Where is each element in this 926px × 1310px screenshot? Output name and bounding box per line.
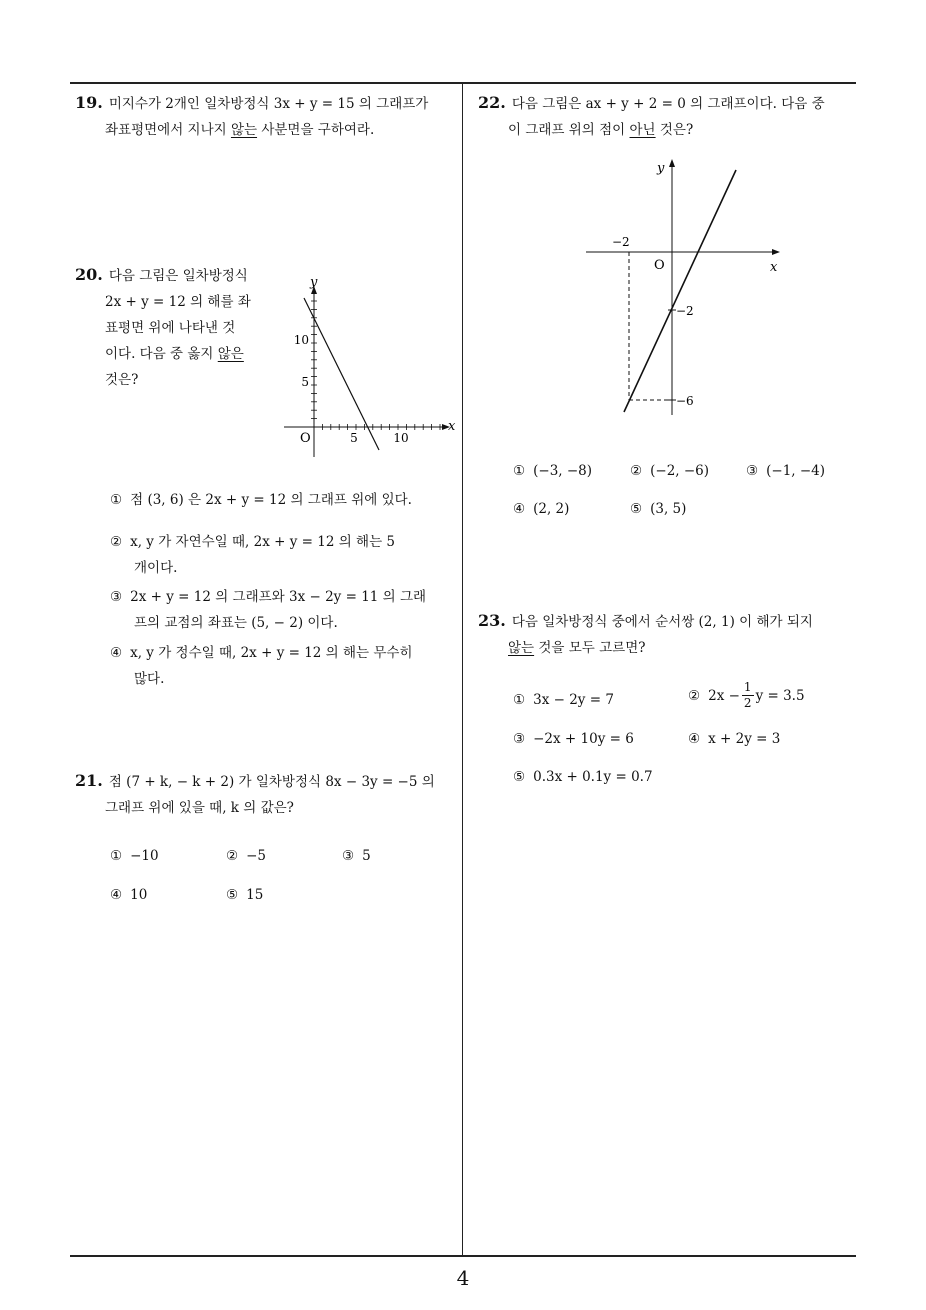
question-text: 2x + y = 12 의 해를 좌 [105, 294, 251, 310]
option-number: ② [630, 463, 643, 479]
option[interactable] [513, 690, 614, 710]
option-text: (−1, −4) [766, 463, 826, 479]
option-text: 2x − [708, 687, 740, 704]
option[interactable] [513, 499, 569, 519]
option-text: 10 [130, 887, 148, 903]
option-text: (3, 5) [650, 501, 687, 517]
question-text: 이다. 다음 중 옳지 [105, 346, 218, 362]
option[interactable] [110, 532, 395, 578]
tick-marks [311, 301, 440, 430]
fraction-numerator: 1 [743, 680, 752, 694]
question-text: 표평면 위에 나타낸 것 [105, 320, 236, 336]
bottom-rule [70, 1255, 856, 1257]
option-text: −2x + 10y = 6 [533, 731, 634, 747]
option[interactable] [513, 461, 592, 481]
option[interactable] [226, 885, 263, 905]
option-text: x + 2y = 3 [708, 731, 781, 747]
option[interactable] [688, 729, 780, 749]
option-number: ③ [513, 731, 526, 747]
option[interactable] [110, 643, 413, 689]
origin-label: O [654, 258, 665, 273]
question-text: 다음 그림은 ax + y + 2 = 0 의 그래프이다. 다음 중 [511, 96, 825, 112]
option-number: ② [226, 848, 239, 864]
option-text: 0.3x + 0.1y = 0.7 [533, 769, 653, 785]
option-number: ④ [513, 501, 526, 517]
y-tick-label: 10 [293, 333, 309, 347]
option-number: ④ [688, 731, 701, 747]
x-tick-label: 5 [350, 431, 358, 445]
fraction-denominator: 2 [743, 696, 752, 710]
question-number: 23. [478, 611, 506, 630]
y-tick-label: −6 [676, 394, 694, 408]
graph-line [624, 170, 736, 412]
origin-label: O [300, 431, 311, 446]
question-text: 것은? [105, 372, 139, 388]
option[interactable] [110, 846, 159, 866]
option-text: x, y 가 자연수일 때, 2x + y = 12 의 해는 5 [130, 534, 396, 550]
question-text: 사분면을 구하여라. [257, 122, 375, 138]
option-text: (−3, −8) [533, 463, 593, 479]
y-tick-label: 5 [301, 375, 309, 389]
option[interactable] [342, 846, 371, 866]
option-text: 프의 교점의 좌표는 (5, − 2) 이다. [134, 615, 338, 631]
option[interactable] [226, 846, 266, 866]
option-text: 점 (3, 6) 은 2x + y = 12 의 그래프 위에 있다. [130, 492, 412, 508]
option[interactable] [630, 499, 686, 519]
page-number: 4 [456, 1266, 470, 1290]
question-text: 이 그래프 위의 점이 [508, 122, 630, 138]
option[interactable] [513, 729, 634, 749]
option[interactable] [513, 767, 653, 787]
option-number: ④ [110, 887, 123, 903]
emphasis-text: 아닌 [629, 122, 656, 138]
option-text: 3x − 2y = 7 [533, 692, 614, 708]
column-divider [462, 82, 463, 1255]
option[interactable] [688, 680, 805, 711]
question-number: 21. [75, 771, 103, 790]
option-text: 많다. [134, 671, 165, 687]
question-19 [75, 90, 460, 143]
question-text: 점 (7 + k, − k + 2) 가 일차방정식 8x − 3y = −5 의 [108, 774, 435, 790]
x-tick-label: 10 [393, 431, 409, 445]
option-number: ② [110, 534, 123, 550]
y-axis-arrow [669, 159, 675, 167]
y-axis-label: y [310, 275, 318, 290]
option-text: y = 3.5 [755, 687, 805, 704]
question-21 [75, 768, 460, 821]
option-text: 개이다. [134, 560, 178, 576]
option[interactable] [110, 587, 426, 633]
option-text: −10 [130, 848, 159, 864]
option-number: ① [110, 492, 123, 508]
q20-graph [278, 272, 458, 462]
question-text: 좌표평면에서 지나지 [105, 122, 231, 138]
option-number: ① [513, 692, 526, 708]
question-22 [478, 90, 863, 143]
option-number: ⑤ [630, 501, 643, 517]
x-axis-label: x [770, 260, 778, 275]
question-23 [478, 608, 863, 661]
question-number: 20. [75, 265, 103, 284]
emphasis-text: 않는 [230, 122, 258, 138]
question-number: 22. [478, 93, 506, 112]
option-text: 5 [362, 848, 371, 864]
y-axis-label: y [657, 161, 665, 176]
option-text: −5 [246, 848, 267, 864]
option-number: ⑤ [513, 769, 526, 785]
question-number: 19. [75, 93, 103, 112]
option-number: ② [688, 687, 701, 704]
option-number: ① [513, 463, 526, 479]
x-axis-arrow [772, 249, 780, 255]
question-text: 것을 모두 고르면? [534, 640, 646, 656]
option[interactable] [630, 461, 709, 481]
x-axis-label: x [448, 419, 456, 434]
question-text: 그래프 위에 있을 때, k 의 값은? [105, 800, 294, 816]
option-text: x, y 가 정수일 때, 2x + y = 12 의 해는 무수히 [130, 645, 413, 661]
option-number: ④ [110, 645, 123, 661]
x-tick-label: −2 [612, 235, 630, 249]
option[interactable] [110, 885, 147, 905]
option-number: ① [110, 848, 123, 864]
option[interactable] [110, 490, 412, 510]
option-text: 2x + y = 12 의 그래프와 3x − 2y = 11 의 그래 [130, 589, 427, 605]
option-number: ⑤ [226, 887, 239, 903]
option[interactable] [746, 461, 825, 481]
option-number: ③ [110, 589, 123, 605]
question-text: 미지수가 2개인 일차방정식 3x + y = 15 의 그래프가 [108, 96, 429, 112]
q22-graph [580, 150, 800, 420]
option-number: ③ [342, 848, 355, 864]
question-text: 다음 그림은 일차방정식 [108, 268, 248, 284]
question-text: 것은? [655, 122, 694, 138]
option-text: (−2, −6) [650, 463, 710, 479]
option-text: (2, 2) [533, 501, 570, 517]
fraction [742, 680, 754, 711]
emphasis-text: 않는 [508, 640, 535, 656]
option-text: 15 [246, 887, 264, 903]
y-tick-label: −2 [676, 304, 694, 318]
question-20 [75, 262, 265, 393]
emphasis-text: 않은 [217, 346, 244, 362]
option-number: ③ [746, 463, 759, 479]
top-rule [70, 82, 856, 84]
question-text: 다음 일차방정식 중에서 순서쌍 (2, 1) 이 해가 되지 [511, 614, 813, 630]
